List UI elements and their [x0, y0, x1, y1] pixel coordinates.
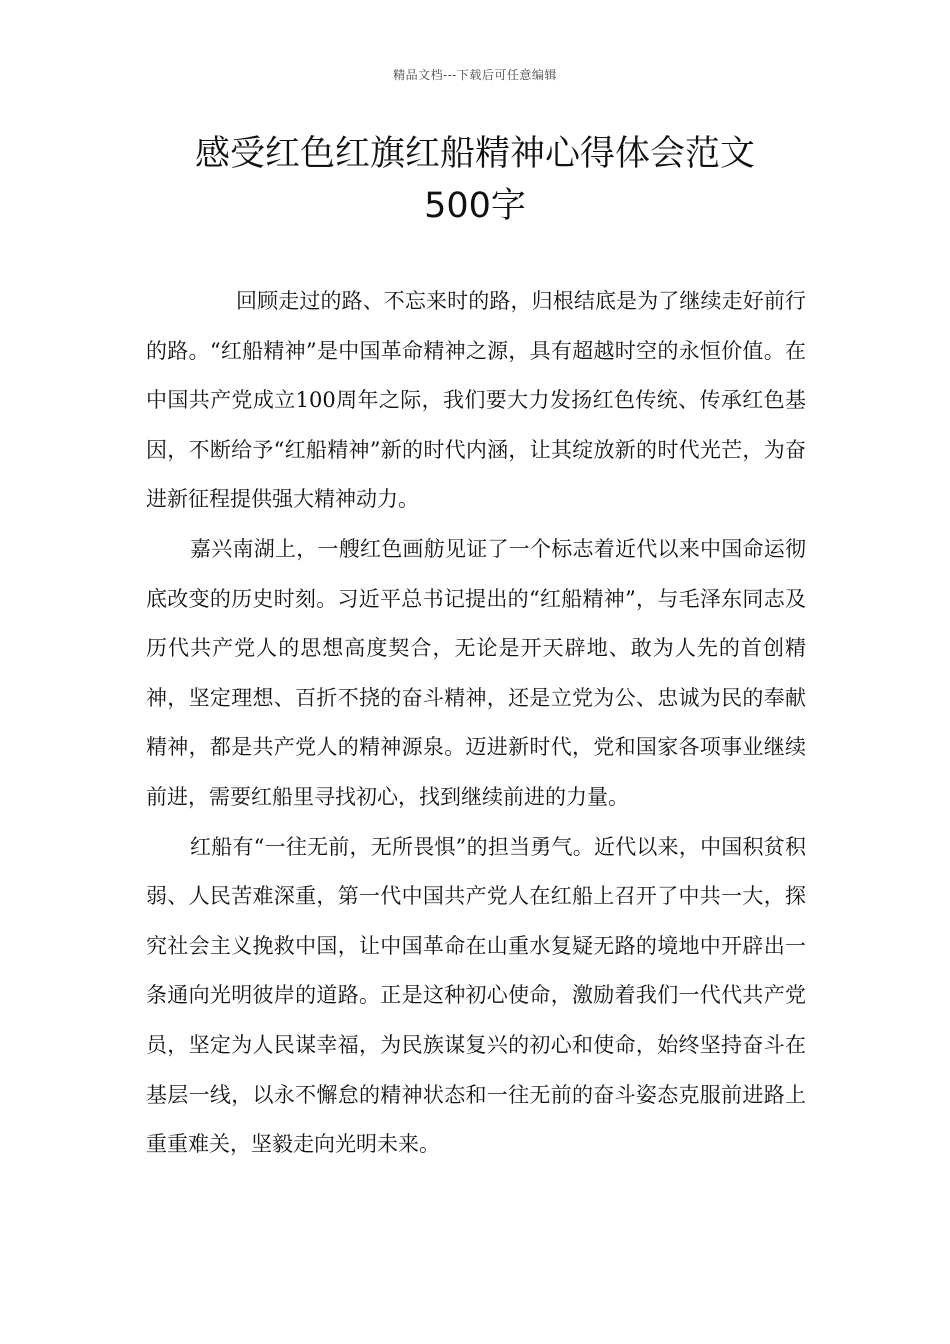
title-line-2: 500字: [424, 186, 526, 226]
document-title: [100, 128, 850, 232]
document-body: [146, 277, 806, 1170]
paragraph-3: 红船有“一往无前，无所畏惧”的担当勇气。近代以来，中国积贫积弱、人民苦难深重，第一代中国共产党人在红船上召开了中共一大，探究社会主义挽救中国，让中国革命在山重水复疑无路的境地中开辟出一条通向光明彼岸的道路。正是这种初心使命，激励着我们一代代共产党员，坚定为人民谋幸福，为民族谋复兴的初心和使命，始终坚持奋斗在基层一线，以永不懈怠的精神状态和一往无前的奋斗姿态克服前进路上重重难关，坚毅走向光明未来。: [146, 834, 806, 1157]
paragraph-1: 回顾走过的路、不忘来时的路，归根结底是为了继续走好前行的路。“红船精神”是中国革命精神之源，具有超越时空的永恒价值。在中国共产党成立100周年之际，我们要大力发扬红色传统、传承红色基因，不断给予“红船精神”新的时代内涵，让其绽放新的时代光芒，为奋进新征程提供强大精神动力。: [146, 289, 806, 512]
title-line-1: 感受红色红旗红船精神心得体会范文: [194, 134, 755, 174]
paragraph-2: 嘉兴南湖上，一艘红色画舫见证了一个标志着近代以来中国命运彻底改变的历史时刻。习近平总书记提出的“红船精神”，与毛泽东同志及历代共产党人的思想高度契合，无论是开天辟地、敢为人先的首创精神，坚定理想、百折不挠的奋斗精神，还是立党为公、忠诚为民的奉献精神，都是共产党人的精神源泉。迈进新时代，党和国家各项事业继续前进，需要红船里寻找初心，找到继续前进的力量。: [146, 536, 806, 809]
header-note: 精品文档---下载后可任意编辑: [393, 68, 557, 82]
